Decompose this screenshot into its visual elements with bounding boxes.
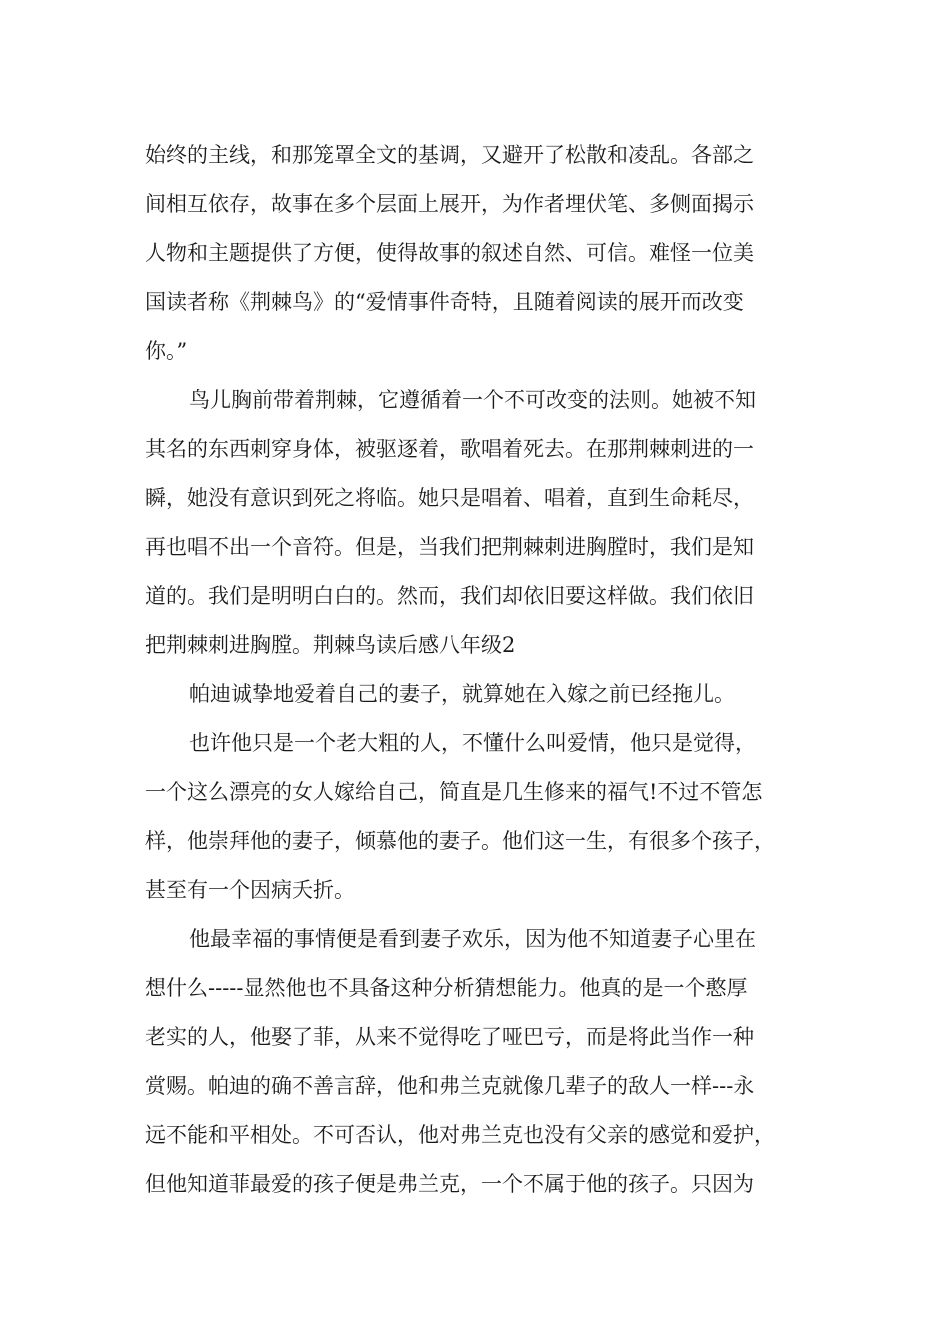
body-text xyxy=(145,131,835,1209)
text-line: 帕迪诚挚地爱着自己的妻子，就算她在入嫁之前已经拖儿。 xyxy=(189,682,735,706)
text-line: 他最幸福的事情便是看到妻子欢乐，因为他不知道妻子心里在 xyxy=(189,927,756,951)
text-line: 也许他只是一个老大粗的人，不懂什么叫爱情，他只是觉得， xyxy=(189,731,756,755)
text-line: 样，他崇拜他的妻子，倾慕他的妻子。他们这一生，有很多个孩子， xyxy=(145,829,775,853)
text-line: 间相互依存，故事在多个层面上展开，为作者埋伏笔、多侧面揭示 xyxy=(145,192,754,216)
text-line: 一个这么漂亮的女人嫁给自己，简直是几生修来的福气!不过不管怎 xyxy=(145,780,763,804)
text-line: 其名的东西刺穿身体，被驱逐着，歌唱着死去。在那荆棘刺进的一 xyxy=(145,437,754,461)
text-line: 赏赐。帕迪的确不善言辞，他和弗兰克就像几辈子的敌人一样---永 xyxy=(145,1074,755,1098)
text-line: 把荆棘刺进胸膛。荆棘鸟读后感八年级2 xyxy=(145,633,516,657)
text-line: 人物和主题提供了方便，使得故事的叙述自然、可信。难怪一位美 xyxy=(145,241,754,265)
text-line: 瞬，她没有意识到死之将临。她只是唱着、唱着，直到生命耗尽， xyxy=(145,486,754,510)
text-line: 想什么-----显然他也不具备这种分析猜想能力。他真的是一个憨厚 xyxy=(145,976,748,1000)
text-line: 始终的主线，和那笼罩全文的基调，又避开了松散和凌乱。各部之 xyxy=(145,143,754,167)
text-line: 老实的人，他娶了菲，从来不觉得吃了哑巴亏，而是将此当作一种 xyxy=(145,1025,754,1049)
text-line: 再也唱不出一个音符。但是，当我们把荆棘刺进胸膛时，我们是知 xyxy=(145,535,754,559)
text-line: 国读者称《荆棘鸟》的“爱情事件奇特，且随着阅读的展开而改变 xyxy=(145,290,744,314)
text-line: 道的。我们是明明白白的。然而，我们却依旧要这样做。我们依旧 xyxy=(145,584,754,608)
text-line: 甚至有一个因病夭折。 xyxy=(145,878,355,902)
text-line: 鸟儿胸前带着荆棘，它遵循着一个不可改变的法则。她被不知 xyxy=(189,388,756,412)
text-line: 但他知道菲最爱的孩子便是弗兰克，一个不属于他的孩子。只因为 xyxy=(145,1172,754,1196)
text-line: 你。” xyxy=(145,339,188,363)
text-line: 远不能和平相处。不可否认，他对弗兰克也没有父亲的感觉和爱护， xyxy=(145,1123,775,1147)
